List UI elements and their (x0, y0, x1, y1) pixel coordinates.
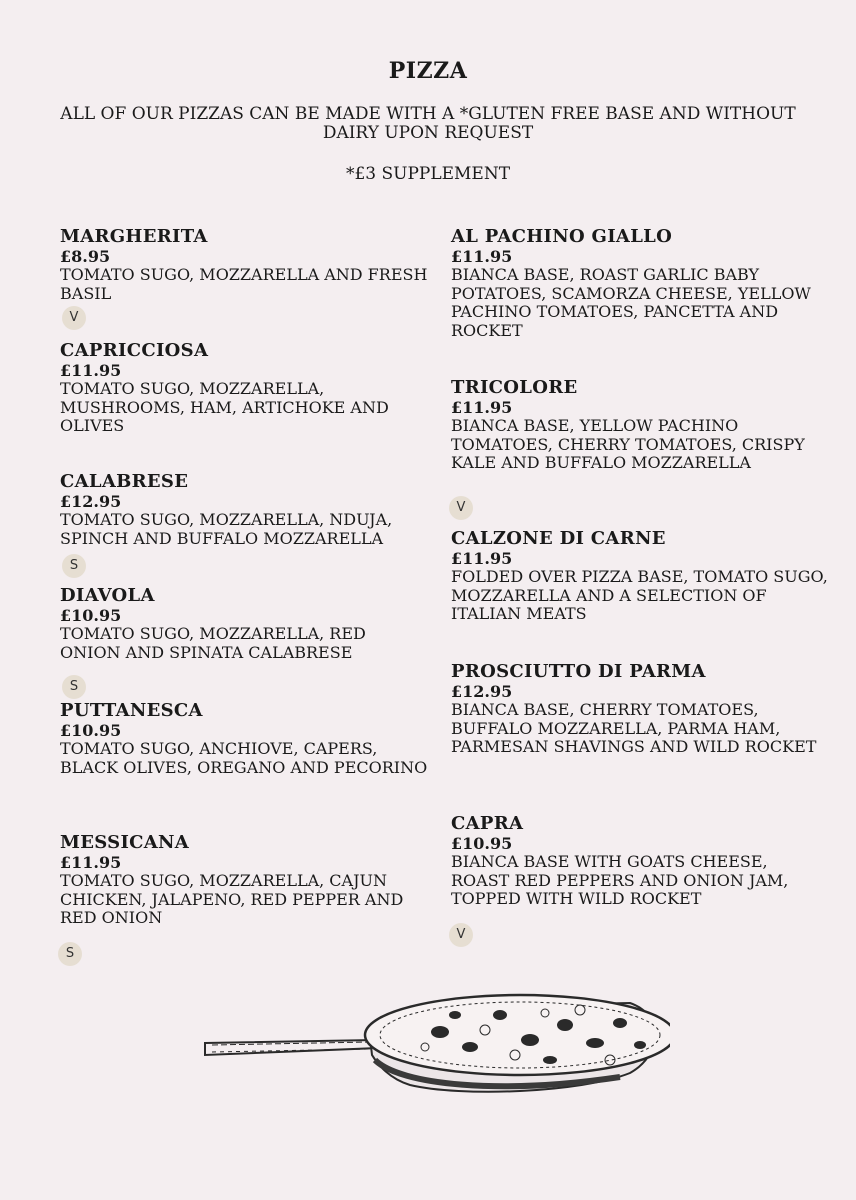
item-description: TOMATO SUGO, MOZZARELLA, NDUJA, SPINCH AND BUFFALO MOZZARELLA (60, 510, 393, 548)
item-description: TOMATO SUGO, MOZZARELLA, MUSHROOMS, HAM, ARTICHOKE AND OLIVES (60, 379, 389, 435)
item-name: CAPRICCIOSA (60, 340, 209, 361)
menu-item (60, 341, 430, 436)
gluten-free-notice: ALL OF OUR PIZZAS CAN BE MADE WITH A *GLUTEN FREE BASE AND WITHOUT DAIRY UPON REQUEST (60, 104, 796, 143)
vegetarian-badge: V (449, 496, 473, 520)
item-name: TRICOLORE (451, 377, 578, 398)
item-description: BIANCA BASE, ROAST GARLIC BABY POTATOES, SCAMORZA CHEESE, YELLOW PACHINO TOMATOES, PANCETTA AND ROCKET (451, 265, 811, 340)
page-title: PIZZA (388, 58, 468, 84)
item-description: BIANCA BASE, YELLOW PACHINO TOMATOES, CHERRY TOMATOES, CRISPY KALE AND BUFFALO MOZZARELLA (451, 416, 805, 472)
item-name: AL PACHINO GIALLO (451, 226, 673, 247)
menu-item (60, 833, 430, 928)
item-name: CALABRESE (60, 471, 189, 492)
item-name: CAPRA (451, 813, 524, 834)
item-name: PUTTANESCA (60, 700, 203, 721)
menu-item (451, 662, 831, 757)
item-price: £11.95 (451, 549, 513, 568)
spicy-badge: S (58, 942, 82, 966)
item-price: £8.95 (60, 247, 111, 266)
item-description: TOMATO SUGO, ANCHIOVE, CAPERS, BLACK OLIVES, OREGANO AND PECORINO (60, 739, 428, 777)
vegetarian-badge: V (62, 306, 86, 330)
spicy-badge: S (62, 675, 86, 699)
menu-item (451, 378, 831, 473)
item-name: MESSICANA (60, 832, 190, 853)
item-description: TOMATO SUGO, MOZZARELLA, RED ONION AND SPINATA CALABRESE (60, 624, 366, 662)
menu-item (451, 227, 831, 340)
item-price: £12.95 (451, 682, 513, 701)
pizza-peel-icon (200, 985, 670, 1110)
supplement-note: *£3 SUPPLEMENT (345, 164, 511, 184)
item-price: £10.95 (60, 721, 122, 740)
item-description: TOMATO SUGO, MOZZARELLA AND FRESH BASIL (60, 265, 428, 303)
item-price: £11.95 (60, 361, 122, 380)
menu-item (60, 227, 430, 303)
item-name: MARGHERITA (60, 226, 208, 247)
item-description: BIANCA BASE WITH GOATS CHEESE, ROAST RED PEPPERS AND ONION JAM, TOPPED WITH WILD ROCKET (451, 852, 789, 908)
menu-item (451, 814, 831, 909)
item-name: CALZONE DI CARNE (451, 528, 666, 549)
item-description: BIANCA BASE, CHERRY TOMATOES, BUFFALO MOZZARELLA, PARMA HAM, PARMESAN SHAVINGS AND WILD ROCKET (451, 700, 817, 756)
item-description: TOMATO SUGO, MOZZARELLA, CAJUN CHICKEN, JALAPENO, RED PEPPER AND RED ONION (60, 871, 404, 927)
vegetarian-badge: V (449, 923, 473, 947)
menu-item (60, 472, 430, 548)
item-name: DIAVOLA (60, 585, 155, 606)
menu-item (451, 529, 831, 624)
item-price: £10.95 (451, 834, 513, 853)
item-description: FOLDED OVER PIZZA BASE, TOMATO SUGO, MOZZARELLA AND A SELECTION OF ITALIAN MEATS (451, 567, 828, 623)
item-price: £11.95 (451, 247, 513, 266)
item-price: £10.95 (60, 606, 122, 625)
item-price: £11.95 (60, 853, 122, 872)
menu-item (60, 701, 430, 777)
spicy-badge: S (62, 554, 86, 578)
item-price: £11.95 (451, 398, 513, 417)
item-name: PROSCIUTTO DI PARMA (451, 661, 706, 682)
item-price: £12.95 (60, 492, 122, 511)
menu-item (60, 586, 430, 662)
